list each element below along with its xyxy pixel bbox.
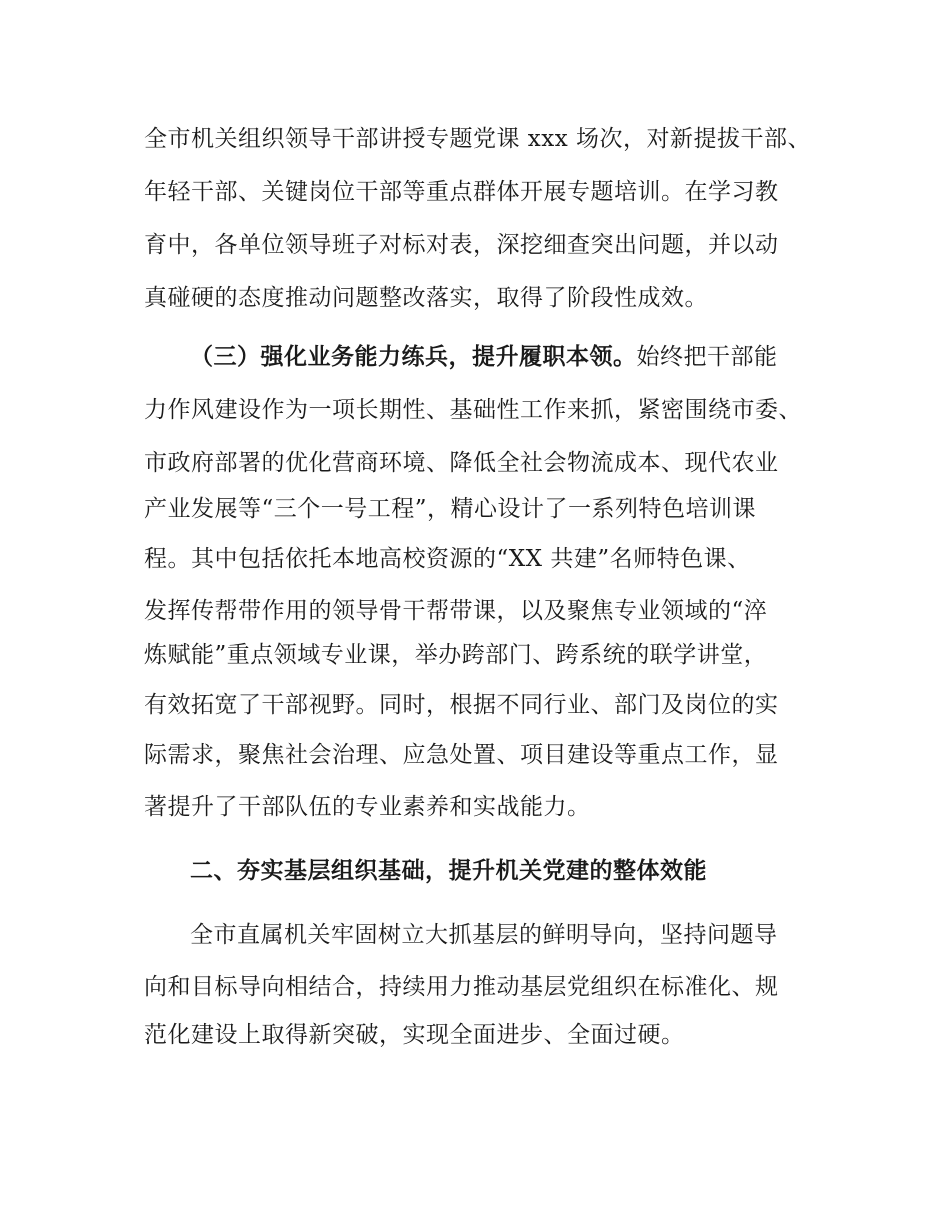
- paragraph-3-line-2: 向和目标导向相结合，持续用力推动基层党组织在标准化、规: [144, 974, 779, 1000]
- paragraph-1-line-1: 全市机关组织领导干部讲授专题党课 xxx 场次，对新提拔干部、: [144, 126, 812, 152]
- paragraph-3-line-3: 范化建设上取得新突破，实现全面进步、全面过硬。: [144, 1022, 685, 1048]
- paragraph-2-line-5: 程。其中包括依托本地高校资源的“XX 共建”名师特色课、: [144, 546, 751, 572]
- paragraph-2-first-line-text: 始终把干部能: [636, 344, 778, 370]
- paragraph-1-line-2: 年轻干部、关键岗位干部等重点群体开展专题培训。在学习教: [144, 179, 779, 205]
- section-heading: 二、夯实基层组织基础，提升机关党建的整体效能: [190, 858, 707, 884]
- paragraph-1-line-4: 真碰硬的态度推动问题整改落实，取得了阶段性成效。: [144, 285, 708, 311]
- paragraph-2-line-9: 际需求，聚焦社会治理、应急处置、项目建设等重点工作，显: [144, 742, 779, 768]
- paragraph-2-line-8: 有效拓宽了干部视野。同时，根据不同行业、部门及岗位的实: [144, 692, 779, 718]
- paragraph-2-first-line: [190, 342, 778, 372]
- paragraph-3-line-1: 全市直属机关牢固树立大抓基层的鲜明导向，坚持问题导: [190, 922, 778, 948]
- paragraph-2-line-7: 炼赋能”重点领域专业课，举办跨部门、跨系统的联学讲堂，: [144, 642, 768, 668]
- paragraph-1-line-3: 育中，各单位领导班子对标对表，深挖细查突出问题，并以动: [144, 232, 779, 258]
- paragraph-2-line-6: 发挥传帮带作用的领导骨干帮带课，以及聚焦专业领域的“淬: [144, 598, 768, 624]
- paragraph-2-line-3: 市政府部署的优化营商环境、降低全社会物流成本、现代农业: [144, 450, 779, 476]
- paragraph-2-line-2: 力作风建设作为一项长期性、基础性工作来抓，紧密围绕市委、: [144, 397, 802, 423]
- paragraph-2-line-10: 著提升了干部队伍的专业素养和实战能力。: [144, 794, 591, 820]
- paragraph-2-line-4: 产业发展等“三个一号工程”，精心设计了一系列特色培训课: [144, 496, 757, 522]
- paragraph-2-heading: （三）强化业务能力练兵，提升履职本领。: [190, 344, 637, 370]
